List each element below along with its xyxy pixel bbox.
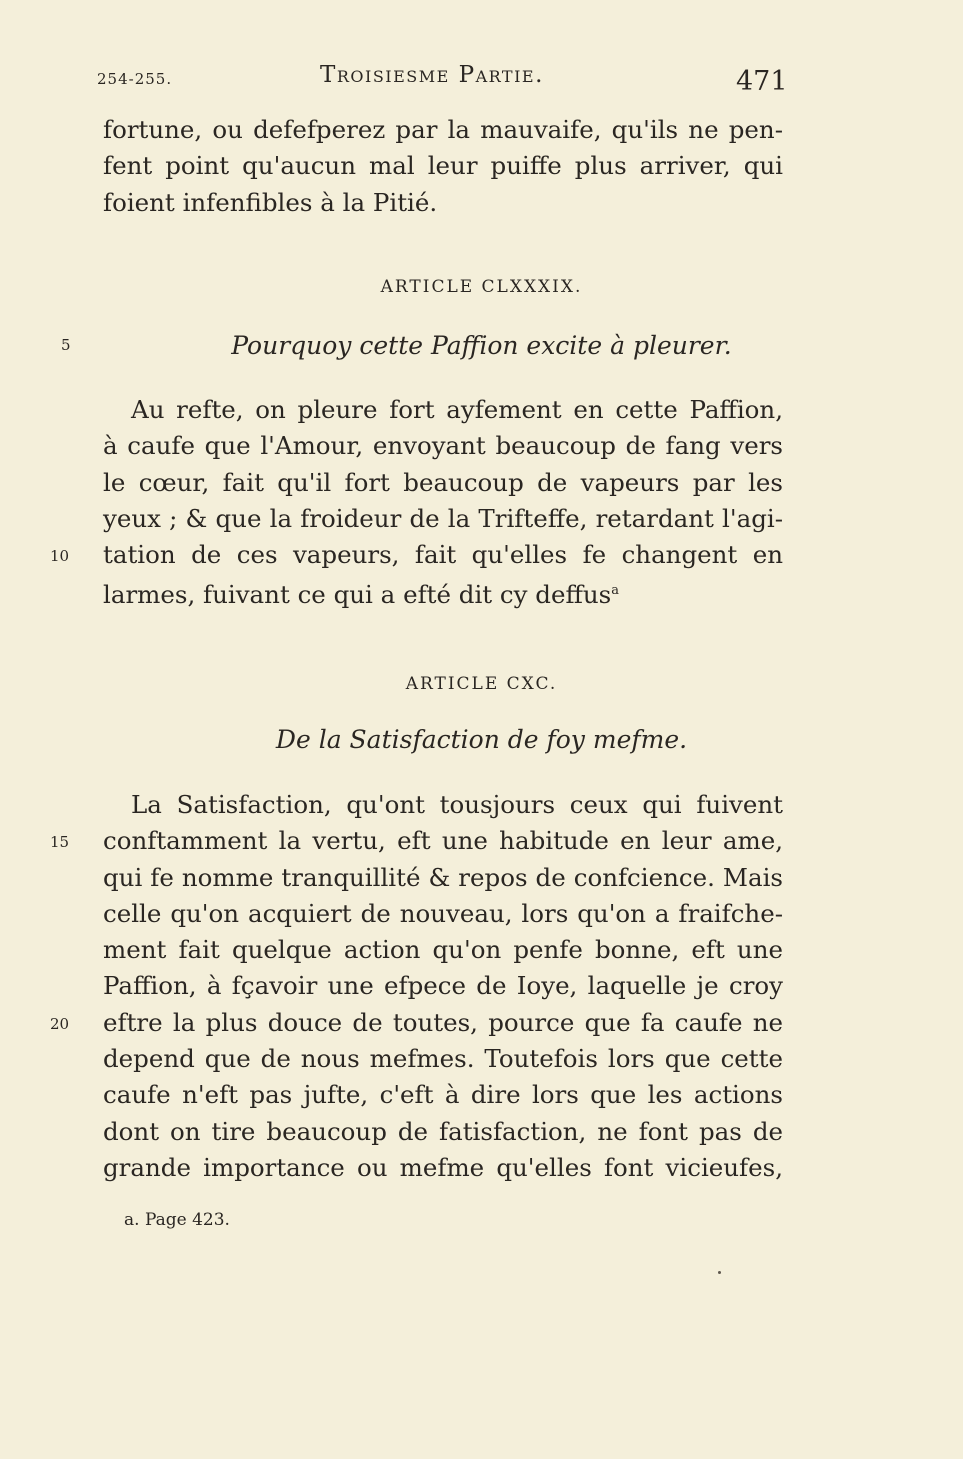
text-line: conftamment la vertu, eft une habitude en leur ame, (103, 826, 783, 856)
text-line: tation de ces vapeurs, fait qu'elles fe changent en (103, 540, 783, 570)
article-heading: ARTICLE CXC. (405, 674, 558, 694)
text-line: La Satisfaction, qu'ont tousjours ceux qui fuivent (131, 790, 783, 819)
running-title: Troisiesme Partie. (320, 62, 544, 88)
line-number: 20 (50, 1015, 70, 1033)
article-189-paragraph (103, 392, 783, 610)
text-line: grande importance ou mefme qu'elles font vicieufes, (103, 1152, 783, 1182)
footnote: a. Page 423. (124, 1210, 230, 1230)
paper-speck (718, 1271, 721, 1274)
text-line: Au refte, on pleure fort ayfement en cette Paffion, (131, 395, 783, 424)
line-number: 15 (50, 833, 70, 851)
text-line-content: larmes, fuivant ce qui a efté dit cy deffus (103, 580, 612, 610)
footnote-marker: a (611, 583, 619, 599)
page-number: 471 (736, 66, 788, 97)
intro-paragraph (103, 112, 783, 221)
article-190-paragraph (103, 787, 783, 1186)
text-line: eftre la plus douce de toutes, pource que fa caufe ne (103, 1007, 783, 1037)
text-line: à caufe que l'Amour, envoyant beaucoup de fang vers (103, 431, 783, 461)
text-line: fortune, ou defefperez par la mauvaife, qu'ils ne pen- (103, 115, 783, 144)
line-number: 10 (50, 547, 70, 565)
text-line: fent point qu'aucun mal leur puiffe plus arriver, qui (103, 151, 783, 181)
article-heading: ARTICLE CLXXXIX. (380, 277, 583, 297)
text-line: yeux ; & que la froideur de la Trifteffe, retardant l'agi- (103, 503, 783, 533)
text-line: Paffion, à fçavoir une efpece de Ioye, laquelle je croy (103, 971, 783, 1001)
text-line (103, 573, 783, 609)
text-line: dont on tire beaucoup de fatisfaction, ne font pas de (103, 1116, 783, 1146)
text-line: qui fe nomme tranquillité & repos de confcience. Mais (103, 862, 783, 892)
text-line: ment fait quelque action qu'on penfe bonne, eft une (103, 935, 783, 965)
text-line: celle qu'on acquiert de nouveau, lors qu'on a fraifche- (103, 898, 783, 928)
text-line: caufe n'eft pas jufte, c'eft à dire lors que les actions (103, 1080, 783, 1110)
line-number: 5 (61, 336, 71, 354)
text-line: depend que de nous mefmes. Toutefois lors que cette (103, 1044, 783, 1074)
text-line: foient infenfibles à la Pitié. (103, 187, 438, 217)
article-title: De la Satisfaction de foy mefme. (275, 725, 688, 754)
article-title: Pourquoy cette Paffion excite à pleurer. (231, 331, 732, 360)
text-line: le cœur, fait qu'il fort beaucoup de vapeurs par les (103, 467, 783, 497)
page-reference: 254-255. (97, 70, 173, 88)
